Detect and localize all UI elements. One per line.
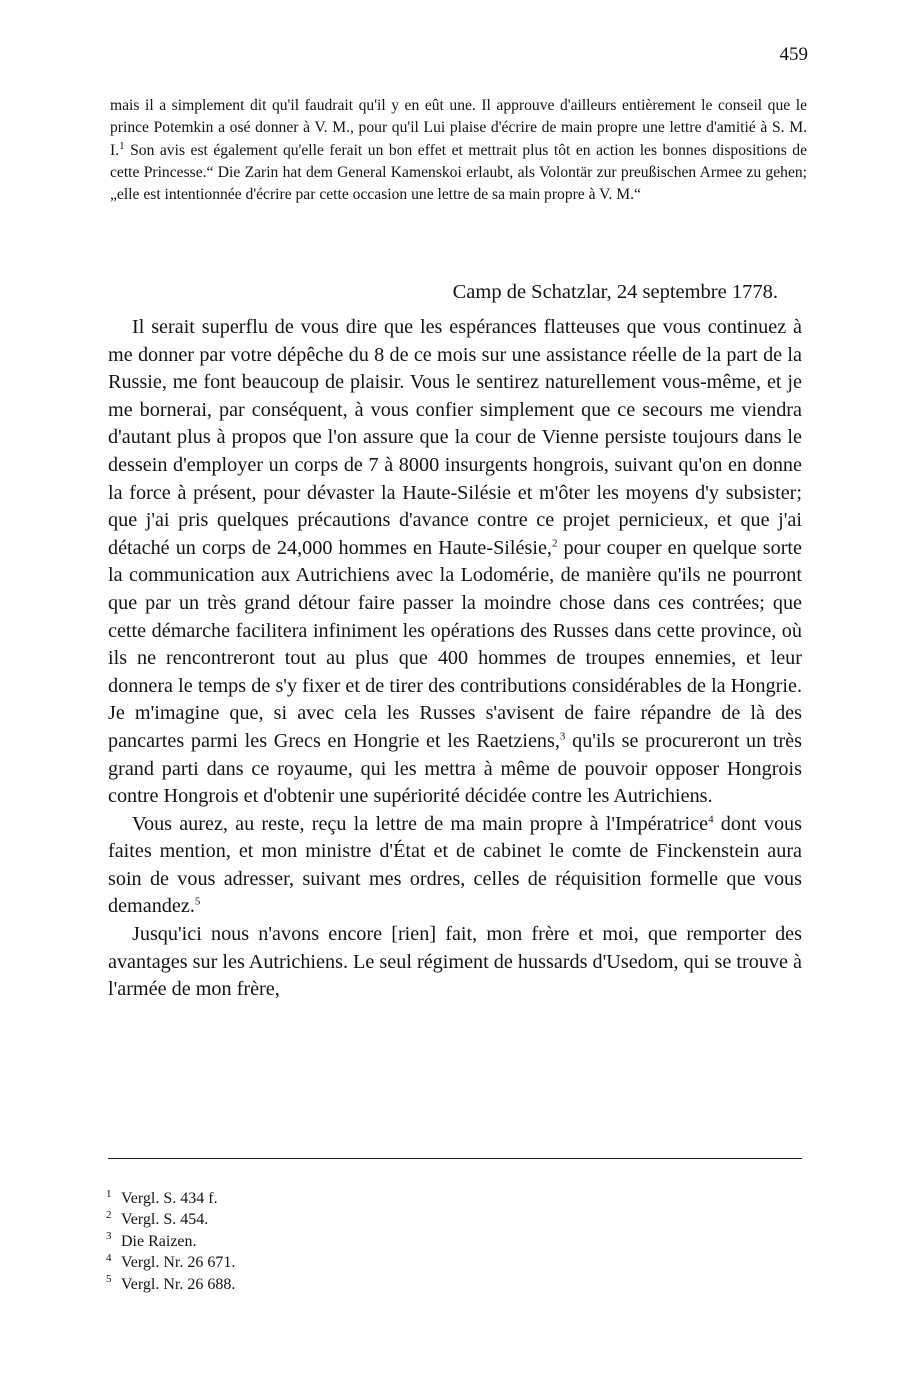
paragraph-1-text-b: pour couper en quelque sorte la communication aux Autrichiens avec la Lodomérie, de manière qu'ils ne pourront que par un très grand détour faire passer la moindre chose dans ces contrées; que cette démarche facilitera infiniment les opérations des Russes dans cette province, où ils ne rencontreront tout au plus que 400 hommes de troupes ennemies, et leur donnera le temps de s'y fixer et de tirer des contributions considérables de la Hongrie. Je m'imagine que, si avec cela les Russes s'avisent de faire répandre de là des pancartes parmi les Grecs en Hongrie et les Raetziens, — [108, 536, 802, 752]
footnote-text: Vergl. Nr. 26 671. — [121, 1254, 236, 1272]
paragraph-1-text-a: Il serait superflu de vous dire que les espérances flatteuses que vous continuez à me donner par votre dépêche du 8 de ce mois sur une assistance réelle de la part de la Russie, me font beaucoup de plaisir. Vous le sentirez naturellement vous-même, et je me bornerai, par conséquent, à vous confier simplement que ce secours me viendra d'autant plus à propos que l'on assure que la cour de Vienne persiste toujours dans le dessein d'employer un corps de 7 à 8000 insurgents hongrois, suivant qu'on en donne la force à présent, pour dévaster la Haute-Silésie et m'ôter les moyens d'y subsister; que j'ai pris quelques précautions d'avance contre ce projet pernicieux, et que j'ai détaché un corps de 24,000 hommes en Haute-Silésie, — [108, 316, 802, 559]
footnote-text: Die Raizen. — [121, 1232, 197, 1250]
quoted-report-paragraph — [110, 95, 807, 206]
footnote-item: 5 Vergl. Nr. 26 688. — [106, 1273, 236, 1293]
footnote-text: Vergl. S. 454. — [121, 1211, 209, 1229]
paragraph-2-text-a: Vous aurez, au reste, reçu la lettre de ma main propre à l'Impératrice — [132, 812, 709, 835]
footnote-item: 2 Vergl. S. 454. — [106, 1209, 209, 1229]
paragraph-1-text-c: qu'ils se procureront un très grand parti dans ce royaume, qui les mettra à même de pouvoir opposer Hongrois contre Hongrois et d'obtenir une supériorité décidée contre les Autrichiens. — [108, 729, 803, 808]
footnote-ref-3: 3 — [559, 730, 566, 743]
letter-paragraph-2 — [108, 811, 802, 921]
quote-text-part1: mais il a simplement dit qu'il faudrait qu'il y en eût une. Il approuve d'ailleurs entièrement le conseil que le prince Potemkin a osé donner à V. M., pour qu'il Lui plaise d'écrire de main propre une lettre d'amitié à S. M. I. — [110, 97, 807, 159]
footnote-ref-2: 2 — [551, 537, 558, 550]
paragraph-2-text-b: dont vous faites mention, et mon ministre d'État et de cabinet le comte de Finckenstein aura soin de vous adresser, suivant mes ordres, celles de réquisition formelle que vous demandez. — [108, 812, 802, 918]
footnote-text: Vergl. S. 434 f. — [121, 1190, 218, 1207]
page-number: 459 — [779, 44, 808, 65]
letter-dateline: Camp de Schatzlar, 24 septembre 1778. — [452, 281, 778, 303]
footnote-ref-5: 5 — [194, 895, 201, 908]
footnote-divider — [108, 1158, 802, 1159]
paragraph-3-text: Jusqu'ici nous n'avons encore [rien] fait, mon frère et moi, que remporter des avantages sur les Autrichiens. Le seul régiment de hussards d'Usedom, qui se trouve à l'armée de mon frère, — [108, 923, 802, 1001]
quoted-report-text — [110, 95, 807, 206]
footnote-item: 4 Vergl. Nr. 26 671. — [106, 1251, 236, 1272]
footnote-text: Vergl. Nr. 26 688. — [121, 1275, 236, 1293]
footnotes-list — [106, 1188, 235, 1295]
footnote-ref-1: 1 — [119, 139, 125, 152]
letter-paragraph-3 — [108, 921, 802, 1004]
footnote-ref-4: 4 — [708, 812, 714, 825]
quote-text-part2: Son avis est également qu'elle ferait un bon effet et mettrait plus tôt en action les bonnes dispositions de cette Princesse.“ Die Zarin hat dem General Kamenskoi erlaubt, als Volontär zur preußischen Armee zu gehen; „elle est intentionnée d'écrire par cette occasion une lettre de sa main propre à V. M.“ — [110, 141, 807, 204]
footnote-item: 1 Vergl. S. 434 f. — [106, 1187, 218, 1207]
letter-paragraph-1 — [108, 314, 802, 811]
footnote-item: 3 Die Raizen. — [106, 1230, 197, 1250]
letter-body — [108, 314, 802, 1004]
